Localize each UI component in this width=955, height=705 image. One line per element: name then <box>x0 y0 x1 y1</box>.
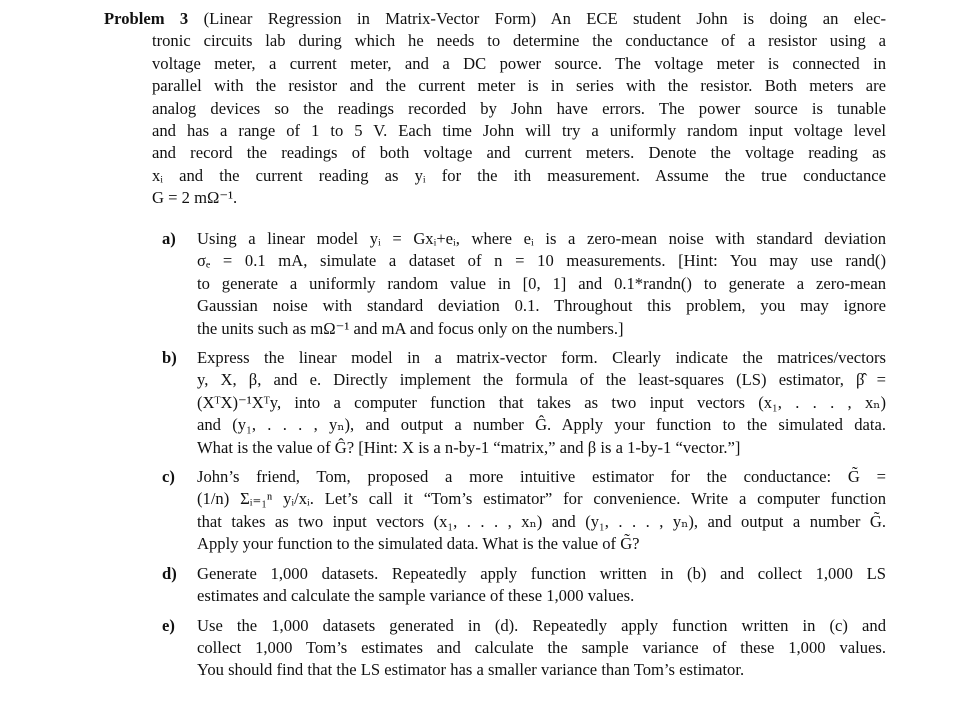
intro-line-1: Problem 3 (Linear Regression in Matrix-Vector Form) An ECE student John is doing an elec- <box>104 9 886 28</box>
part-label: a) <box>162 229 176 248</box>
part-label: b) <box>162 348 177 368</box>
part-a-line-4: Gaussian noise with standard deviation 0.1. Throughout this problem, you may ignore <box>197 296 886 316</box>
intro-line-7: and record the readings of both voltage and current meters. Denote the voltage reading as <box>152 143 886 163</box>
intro-line-5: analog devices so the readings recorded by John have errors. The power source is tunable <box>152 98 886 118</box>
part-label: d) <box>162 563 177 583</box>
part-c-line-2: (1/n) Σᵢ₌₁ⁿ yᵢ/xᵢ. Let’s call it “Tom’s estimator” for convenience. Write a computer function <box>197 489 886 509</box>
problem-intro <box>104 8 886 210</box>
part-d-line-2: estimates and calculate the sample variance of these 1,000 values. <box>197 586 635 606</box>
part-label: e) <box>162 615 175 635</box>
part-label: c) <box>162 467 175 487</box>
part-e-line-2: collect 1,000 Tom’s estimates and calculate the sample variance of these 1,000 values. <box>197 637 886 657</box>
intro-line-2: tronic circuits lab during which he needs to determine the conductance of a resistor using a <box>152 31 886 51</box>
part-d <box>162 563 886 608</box>
part-b-line-5: What is the value of Ĝ? [Hint: X is a n-by-1 “matrix,” and β is a 1-by-1 “vector.”] <box>197 437 741 457</box>
part-a-line-5: the units such as mΩ⁻¹ and mA and focus only on the numbers.] <box>197 318 624 338</box>
part-a-line-1: Using a linear model yᵢ = Gxᵢ+eᵢ, where eᵢ is a zero-mean noise with standard deviation <box>197 229 886 248</box>
intro-line-6: and has a range of 1 to 5 V. Each time John will try a uniformly random input voltage level <box>152 121 886 141</box>
part-e <box>162 615 886 682</box>
part-d-line-1: Generate 1,000 datasets. Repeatedly apply function written in (b) and collect 1,000 LS <box>197 563 886 583</box>
part-a-line-2: σₑ = 0.1 mA, simulate a dataset of n = 10 measurements. [Hint: You may use rand() <box>197 251 886 271</box>
intro-line-8: xᵢ and the current reading as yᵢ for the ith measurement. Assume the true conductance <box>152 165 886 185</box>
intro-line-4: parallel with the resistor and the current meter is in series with the resistor. Both meters are <box>152 76 886 96</box>
part-a-line-3: to generate a uniformly random value in [0, 1] and 0.1*randn() to generate a zero-mean <box>197 273 886 293</box>
problem-parts <box>162 228 886 689</box>
part-b-line-4: and (y₁, . . . , yₙ), and output a number Ĝ. Apply your function to the simulated data. <box>197 415 886 435</box>
part-c-line-1: John’s friend, Tom, proposed a more intuitive estimator for the conductance: G̃ = <box>197 467 886 487</box>
intro-line-9: G = 2 mΩ⁻¹. <box>152 188 238 208</box>
part-c-line-4: Apply your function to the simulated data. What is the value of G̃? <box>197 534 640 554</box>
part-b-line-3: (XᵀX)⁻¹Xᵀy, into a computer function that takes as two input vectors (x₁, . . . , xₙ) <box>197 392 886 412</box>
part-a <box>162 228 886 340</box>
part-c <box>162 466 886 556</box>
part-c-line-3: that takes as two input vectors (x₁, . . . , xₙ) and (y₁, . . . , yₙ), and output a number G̃. <box>197 511 886 531</box>
part-e-line-1: Use the 1,000 datasets generated in (d). Repeatedly apply function written in (c) and <box>197 615 886 635</box>
part-b-line-1: Express the linear model in a matrix-vector form. Clearly indicate the matrices/vectors <box>197 348 886 368</box>
part-b-line-2: y, X, β, and e. Directly implement the formula of the least-squares (LS) estimator, β̂ = <box>197 370 886 390</box>
part-e-line-3: You should find that the LS estimator has a smaller variance than Tom’s estimator. <box>197 660 745 680</box>
intro-line-3: voltage meter, a current meter, and a DC power source. The voltage meter is connected in <box>152 53 886 73</box>
problem-heading: Problem 3 <box>104 9 189 28</box>
part-b <box>162 347 886 459</box>
